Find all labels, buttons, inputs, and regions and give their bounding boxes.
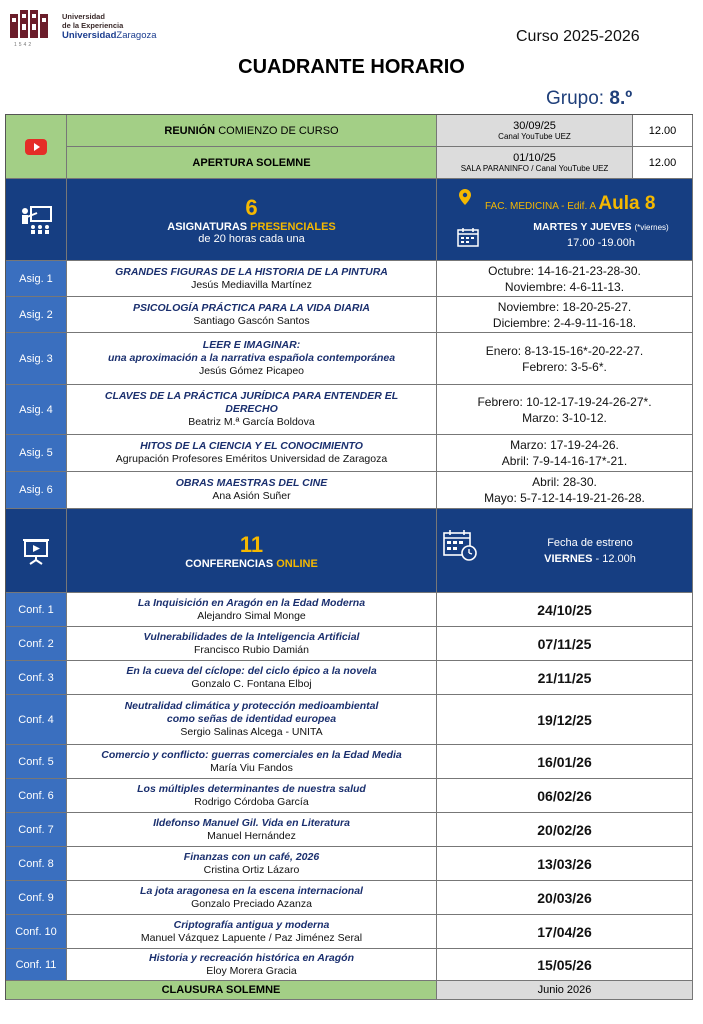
conference-date: 16/01/26 <box>437 745 693 779</box>
conference-title: La Inquisición en Aragón en la Edad Moderna <box>137 596 366 609</box>
conference-info <box>67 593 437 627</box>
logo-line2: de la Experiencia <box>62 21 124 30</box>
subject-teacher: Jesús Mediavilla Martínez <box>191 278 312 291</box>
presencial-location <box>485 193 655 215</box>
conference-title: Neutralidad climática y protección medioambiental <box>124 700 379 712</box>
conference-title: La jota aragonesa en la escena internacional <box>140 884 363 897</box>
opening-row-1-date <box>437 115 633 147</box>
conference-title: Vulnerabilidades de la Inteligencia Artificial <box>143 630 360 643</box>
subject-dates-line2: Noviembre: 4-6-11-13. <box>504 279 625 294</box>
subject-dates-line1: Octubre: 14-16-21-23-28-30. <box>488 263 641 278</box>
logo-line3b: Zaragoza <box>116 30 157 41</box>
subject-title: CLAVES DE LA PRÁCTICA JURÍDICA PARA ENTENDER EL <box>104 390 399 402</box>
subject-title: GRANDES FIGURAS DE LA HISTORIA DE LA PINTURA <box>115 265 388 278</box>
subject-teacher: Jesús Gómez Picapeo <box>198 365 305 377</box>
university-logo <box>6 8 156 48</box>
presencial-location-text: FAC. MEDICINA - Edif. A <box>485 201 596 212</box>
conference-speaker: María Viu Fandos <box>210 761 293 774</box>
conference-info <box>67 779 437 813</box>
subject-dates <box>437 333 693 385</box>
conference-info <box>67 949 437 981</box>
conference-label: Conf. 9 <box>6 881 67 915</box>
conference-label: Conf. 2 <box>6 627 67 661</box>
logo-line1: Universidad <box>62 12 105 21</box>
subject-label: Asig. 2 <box>6 297 67 333</box>
online-day <box>487 553 693 565</box>
conference-date: 20/02/26 <box>437 813 693 847</box>
conference-date: 06/02/26 <box>437 779 693 813</box>
online-estreno: Fecha de estreno <box>547 537 633 549</box>
opening-1-place: Canal YouTube UEZ <box>498 132 571 141</box>
opening-2-time: 12.00 <box>633 147 693 179</box>
presencial-heading <box>167 221 336 233</box>
opening-row-1-label <box>67 115 437 147</box>
group-prefix: Grupo: <box>546 88 610 109</box>
conference-date: 15/05/26 <box>437 949 693 981</box>
conference-title: Criptografía antigua y moderna <box>173 918 330 931</box>
presentation-screen-icon <box>21 537 51 565</box>
subject-dates-line1: Marzo: 17-19-24-26. <box>510 438 619 452</box>
presencial-location-cell <box>437 179 693 261</box>
conference-speaker: Cristina Ortiz Lázaro <box>203 863 300 876</box>
subject-info <box>67 435 437 472</box>
conference-info <box>67 881 437 915</box>
subject-title-line2: DERECHO <box>225 403 278 415</box>
conference-label: Conf. 10 <box>6 915 67 949</box>
conference-date: 19/12/25 <box>437 695 693 745</box>
conference-title: Los múltiples determinantes de nuestra salud <box>137 782 366 795</box>
online-heading-a: CONFERENCIAS <box>185 557 277 570</box>
subject-title: OBRAS MAESTRAS DEL CINE <box>175 477 328 489</box>
presencial-days-text: MARTES Y JUEVES <box>533 221 632 233</box>
subject-teacher: Agrupación Profesores Eméritos Universidad de Zaragoza <box>115 453 388 465</box>
presencial-hours-note: de 20 horas cada una <box>198 232 305 245</box>
presencial-days <box>509 221 693 233</box>
calendar-clock-icon <box>443 529 477 561</box>
conference-speaker: Rodrigo Córdoba García <box>194 795 309 808</box>
opening-2-place: SALA PARANINFO / Canal YouTube UEZ <box>460 164 609 173</box>
conference-label: Conf. 3 <box>6 661 67 695</box>
conference-date: 07/11/25 <box>437 627 693 661</box>
subject-teacher: Beatriz M.ª García Boldova <box>188 416 315 428</box>
conference-speaker: Sergio Salinas Alcega - UNITA <box>180 726 323 738</box>
subject-dates-line1: Noviembre: 18-20-25-27. <box>497 299 632 314</box>
conference-speaker: Manuel Hernández <box>207 829 296 842</box>
closing-label: CLAUSURA SOLEMNE <box>6 981 437 1000</box>
subject-teacher: Santiago Gascón Santos <box>193 314 310 327</box>
subject-dates <box>437 435 693 472</box>
course-year: Curso 2025-2026 <box>516 28 640 45</box>
opening-2-label-bold: APERTURA SOLEMNE <box>192 156 311 169</box>
conference-title: Comercio y conflicto: guerras comerciales en la Edad Media <box>101 748 402 761</box>
subject-dates-line1: Abril: 28-30. <box>532 475 597 489</box>
opening-row-2-label <box>67 147 437 179</box>
conference-info <box>67 813 437 847</box>
presencial-count: 6 <box>245 194 258 220</box>
conference-info <box>67 695 437 745</box>
conference-label: Conf. 7 <box>6 813 67 847</box>
conference-speaker: Gonzalo C. Fontana Elboj <box>191 677 312 690</box>
calendar-icon <box>457 227 479 247</box>
opening-1-date: 30/09/25 <box>513 120 556 132</box>
subject-dates <box>437 297 693 333</box>
group-label <box>546 88 632 110</box>
subject-label: Asig. 5 <box>6 435 67 472</box>
conference-date: 21/11/25 <box>437 661 693 695</box>
conference-speaker: Manuel Vázquez Lapuente / Paz Jiménez Seral <box>140 931 363 944</box>
subject-info <box>67 472 437 509</box>
conference-speaker: Alejandro Simal Monge <box>197 609 306 622</box>
subject-title: HITOS DE LA CIENCIA Y EL CONOCIMIENTO <box>140 440 363 452</box>
presencial-aula: Aula 8 <box>598 193 656 214</box>
presencial-summary <box>67 179 437 261</box>
conference-label: Conf. 8 <box>6 847 67 881</box>
subject-dates <box>437 385 693 435</box>
classroom-teacher-icon <box>19 205 53 235</box>
subject-dates-line2: Mayo: 5-7-12-14-19-21-26-28. <box>484 491 645 505</box>
conference-label: Conf. 6 <box>6 779 67 813</box>
conference-info <box>67 745 437 779</box>
conference-date: 13/03/26 <box>437 847 693 881</box>
subject-info <box>67 385 437 435</box>
subject-title: PSICOLOGÍA PRÁCTICA PARA LA VIDA DIARIA <box>132 301 371 314</box>
conference-info <box>67 915 437 949</box>
youtube-cell <box>6 115 67 179</box>
conference-date: 24/10/25 <box>437 593 693 627</box>
conference-speaker: Francisco Rubio Damián <box>194 643 309 656</box>
conference-title: Finanzas con un café, 2026 <box>183 850 320 863</box>
conference-label: Conf. 5 <box>6 745 67 779</box>
university-crest-icon <box>6 8 54 42</box>
conference-label: Conf. 4 <box>6 695 67 745</box>
subject-teacher: Ana Asión Suñer <box>212 490 291 502</box>
conference-title: En la cueva del cíclope: del ciclo épico a la novela <box>126 664 377 677</box>
logo-year: 1542 <box>14 42 34 48</box>
presencial-days-note: (*viernes) <box>634 223 669 232</box>
classroom-icon-cell <box>6 179 67 261</box>
closing-date: Junio 2026 <box>437 981 693 1000</box>
presencial-time: 17.00 -19.00h <box>567 237 635 249</box>
online-summary <box>67 509 437 593</box>
subject-dates-line2: Marzo: 3-10-12. <box>522 410 607 425</box>
subject-dates <box>437 261 693 297</box>
schedule-table <box>5 114 693 1000</box>
logo-line3a: Universidad <box>62 30 117 41</box>
conference-date: 17/04/26 <box>437 915 693 949</box>
opening-1-label-rest: COMIENZO DE CURSO <box>215 124 339 137</box>
online-heading-b: ONLINE <box>276 557 318 570</box>
subject-dates <box>437 472 693 509</box>
subject-info <box>67 261 437 297</box>
online-count: 11 <box>239 531 264 557</box>
presencial-heading-a: ASIGNATURAS <box>167 220 251 233</box>
subject-dates-line2: Abril: 7-9-14-16-17*-21. <box>501 454 628 468</box>
conference-title-line2: como señas de identidad europea <box>166 713 337 725</box>
conference-info <box>67 627 437 661</box>
conference-speaker: Eloy Morera Gracia <box>206 964 297 977</box>
presencial-heading-b: PRESENCIALES <box>250 220 336 233</box>
conference-info <box>67 847 437 881</box>
conference-label: Conf. 1 <box>6 593 67 627</box>
subject-info <box>67 297 437 333</box>
subject-info <box>67 333 437 385</box>
youtube-icon <box>25 139 47 155</box>
location-pin-icon <box>459 189 471 205</box>
conference-title: Ildefonso Manuel Gil. Vida en Literatura <box>153 816 350 829</box>
subject-label: Asig. 1 <box>6 261 67 297</box>
subject-title-line2: una aproximación a la narrativa española contemporánea <box>107 352 396 364</box>
online-day-time: - 12.00h <box>592 553 636 565</box>
conference-speaker: Gonzalo Preciado Azanza <box>191 897 312 910</box>
subject-title: LEER E IMAGINAR: <box>202 339 301 351</box>
online-date-cell <box>437 509 693 593</box>
opening-1-time: 12.00 <box>633 115 693 147</box>
conference-date: 20/03/26 <box>437 881 693 915</box>
online-heading <box>185 558 318 570</box>
subject-dates-line1: Febrero: 10-12-17-19-24-26-27*. <box>477 394 652 409</box>
conference-icon-cell <box>6 509 67 593</box>
group-number: 8.º <box>609 88 633 109</box>
subject-label: Asig. 4 <box>6 385 67 435</box>
subject-dates-line1: Enero: 8-13-15-16*-20-22-27. <box>485 343 644 358</box>
conference-title: Historia y recreación histórica en Aragón <box>148 951 354 964</box>
opening-2-date: 01/10/25 <box>513 152 556 164</box>
subject-label: Asig. 3 <box>6 333 67 385</box>
online-day-text: VIERNES <box>544 553 593 565</box>
logo-line3 <box>62 31 157 40</box>
conference-label: Conf. 11 <box>6 949 67 981</box>
opening-1-label-bold: REUNIÓN <box>164 124 216 137</box>
opening-row-2-date <box>437 147 633 179</box>
subject-dates-line2: Diciembre: 2-4-9-11-16-18. <box>492 315 637 330</box>
subject-label: Asig. 6 <box>6 472 67 509</box>
subject-dates-line2: Febrero: 3-5-6*. <box>522 359 607 374</box>
page-title: CUADRANTE HORARIO <box>238 56 465 78</box>
conference-info <box>67 661 437 695</box>
